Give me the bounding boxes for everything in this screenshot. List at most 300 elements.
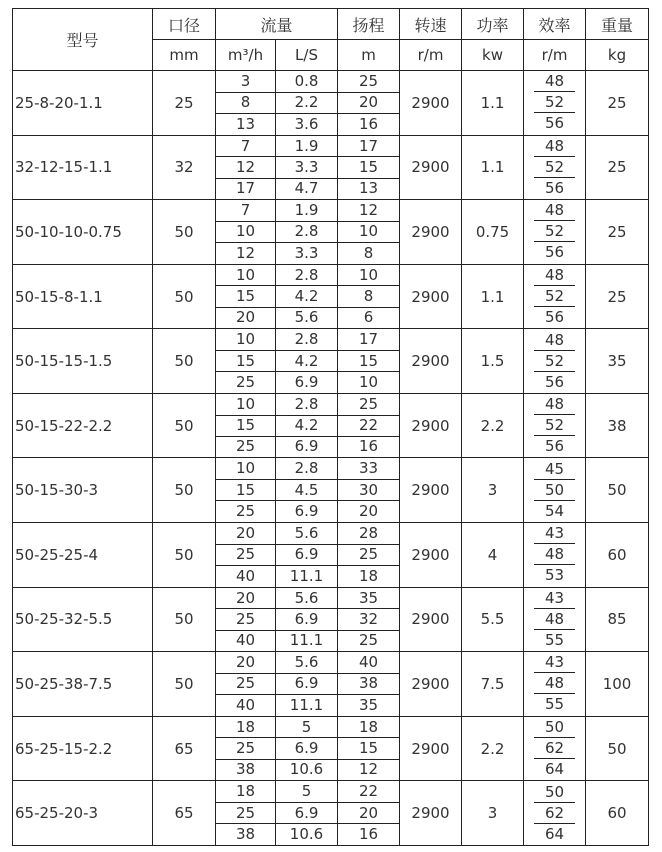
efficiency-value: 55 [544,630,565,649]
flow-ls-value: 6.9 [276,500,337,521]
flow-ls-stack [276,71,337,134]
head-value: 10 [358,265,379,284]
power-cell: 2.2 [462,716,524,781]
table-body [13,71,649,846]
inlet-cell: 65 [153,716,216,781]
flow-ls-cell [276,264,338,329]
flow-ls-stack [276,652,337,715]
weight-cell: 50 [586,458,649,523]
efficiency-value: 43 [524,652,585,673]
flow-m3h-value: 15 [216,415,275,436]
flow-ls-value: 2.8 [294,394,319,413]
flow-ls-cell [276,200,338,265]
efficiency-cell [524,329,586,394]
flow-m3h-value: 7 [240,136,251,155]
flow-m3h-cell [216,523,276,588]
power-cell: 7.5 [462,652,524,717]
flow-ls-value: 4.2 [276,350,337,371]
flow-ls-value: 10.6 [276,823,337,844]
model-cell: 65-25-15-2.2 [13,716,153,781]
flow-ls-value: 2.2 [276,92,337,113]
efficiency-cell [524,652,586,717]
flow-ls-cell [276,781,338,846]
flow-m3h-cell [216,264,276,329]
header-model: 型号 [13,9,153,71]
head-value: 22 [338,415,399,436]
flow-m3h-stack [216,782,275,845]
head-cell [338,587,400,652]
flow-m3h-value: 10 [235,265,256,284]
table-row [13,71,649,136]
flow-ls-value: 6.9 [276,371,337,392]
weight-cell: 50 [586,716,649,781]
head-stack [338,717,399,780]
head-stack [338,588,399,651]
flow-ls-value: 4.2 [276,415,337,436]
model-cell: 50-15-30-3 [13,458,153,523]
efficiency-cell [524,587,586,652]
efficiency-stack [524,523,585,586]
speed-cell: 2900 [400,71,462,136]
head-value: 18 [338,565,399,586]
flow-m3h-cell [216,587,276,652]
model-cell: 50-15-8-1.1 [13,264,153,329]
flow-m3h-value: 40 [216,630,275,651]
flow-m3h-stack [216,652,275,715]
flow-ls-value: 5.6 [294,523,319,542]
weight-cell: 25 [586,135,649,200]
flow-m3h-value: 10 [216,221,275,242]
head-stack [338,71,399,134]
speed-cell: 2900 [400,523,462,588]
efficiency-stack [524,265,585,328]
model-cell: 32-12-15-1.1 [13,135,153,200]
head-value: 8 [338,242,399,263]
power-cell: 1.5 [462,329,524,394]
flow-ls-stack [276,782,337,845]
power-cell: 0.75 [462,200,524,265]
head-cell [338,200,400,265]
efficiency-stack [524,782,585,845]
head-value: 25 [338,544,399,565]
flow-ls-stack [276,523,337,586]
flow-ls-cell [276,329,338,394]
head-value: 10 [338,371,399,392]
flow-m3h-value: 25 [216,737,275,758]
flow-ls-value: 6.9 [276,544,337,565]
head-value: 10 [338,221,399,242]
flow-m3h-cell [216,781,276,846]
power-cell: 5.5 [462,587,524,652]
head-value: 16 [338,823,399,844]
flow-m3h-value: 10 [235,330,256,349]
model-cell: 50-25-32-5.5 [13,587,153,652]
unit-flow-ls: L/S [276,40,338,71]
efficiency-stack [524,136,585,199]
flow-m3h-stack [216,330,275,393]
flow-ls-cell [276,135,338,200]
inlet-cell: 50 [153,264,216,329]
head-value: 16 [338,113,399,134]
flow-ls-value: 10.6 [276,759,337,780]
unit-weight: kg [586,40,649,71]
speed-cell: 2900 [400,458,462,523]
efficiency-value: 56 [544,437,565,456]
table-header [13,9,649,71]
flow-m3h-value: 25 [216,802,275,823]
flow-m3h-cell [216,200,276,265]
speed-cell: 2900 [400,200,462,265]
flow-ls-stack [276,588,337,651]
efficiency-value: 48 [524,136,585,157]
efficiency-cell [524,716,586,781]
weight-cell: 85 [586,587,649,652]
header-power: 功率 [462,9,524,40]
head-value: 15 [338,156,399,177]
flow-ls-stack [276,200,337,263]
flow-ls-value: 2.8 [294,330,319,349]
weight-cell: 25 [586,71,649,136]
flow-m3h-value: 10 [235,459,256,478]
efficiency-value: 48 [524,71,585,92]
efficiency-value: 48 [524,394,585,415]
flow-m3h-value: 12 [216,242,275,263]
head-cell [338,716,400,781]
model-cell: 65-25-20-3 [13,781,153,846]
speed-cell: 2900 [400,652,462,717]
flow-ls-value: 2.8 [294,265,319,284]
inlet-cell: 50 [153,200,216,265]
flow-ls-stack [276,265,337,328]
flow-ls-value: 1.9 [294,201,319,220]
head-value: 38 [338,673,399,694]
flow-m3h-cell [216,716,276,781]
flow-ls-value: 11.1 [276,565,337,586]
table-row [13,329,649,394]
flow-m3h-value: 18 [235,717,256,736]
efficiency-value: 56 [544,114,565,133]
head-stack [338,265,399,328]
head-stack [338,523,399,586]
head-value: 30 [338,479,399,500]
flow-ls-value: 5.6 [294,588,319,607]
power-cell: 1.1 [462,135,524,200]
efficiency-value: 62 [524,738,585,759]
table-row [13,200,649,265]
efficiency-value: 48 [524,544,585,565]
model-cell: 25-8-20-1.1 [13,71,153,136]
efficiency-value: 55 [544,695,565,714]
header-flow: 流量 [216,9,338,40]
efficiency-value: 54 [544,501,565,520]
efficiency-value: 52 [524,415,585,436]
table-row [13,264,649,329]
model-cell: 50-15-22-2.2 [13,393,153,458]
speed-cell: 2900 [400,587,462,652]
efficiency-value: 64 [544,760,565,779]
flow-m3h-value: 10 [235,394,256,413]
head-value: 20 [338,92,399,113]
flow-ls-value: 4.2 [276,285,337,306]
head-value: 35 [358,588,379,607]
weight-cell: 35 [586,329,649,394]
table-row [13,587,649,652]
flow-ls-stack [276,394,337,457]
flow-m3h-stack [216,717,275,780]
flow-ls-value: 5 [301,717,312,736]
unit-power: kw [462,40,524,71]
flow-ls-value: 11.1 [276,630,337,651]
flow-m3h-value: 25 [216,371,275,392]
flow-ls-value: 3.3 [276,156,337,177]
efficiency-stack [524,394,585,457]
head-value: 33 [358,459,379,478]
pump-spec-table [12,8,649,846]
flow-ls-value: 6.9 [276,436,337,457]
flow-m3h-value: 20 [235,523,256,542]
flow-ls-cell [276,71,338,136]
speed-cell: 2900 [400,781,462,846]
efficiency-value: 43 [524,588,585,609]
head-value: 18 [358,717,379,736]
efficiency-cell [524,393,586,458]
head-cell [338,652,400,717]
head-cell [338,393,400,458]
table-row [13,716,649,781]
flow-ls-stack [276,136,337,199]
efficiency-stack [524,71,585,134]
speed-cell: 2900 [400,393,462,458]
flow-m3h-stack [216,523,275,586]
head-value: 8 [338,285,399,306]
head-stack [338,136,399,199]
flow-ls-value: 5 [301,782,312,801]
inlet-cell: 25 [153,71,216,136]
efficiency-value: 64 [544,824,565,843]
header-head: 扬程 [338,9,400,40]
flow-m3h-value: 18 [235,782,256,801]
efficiency-value: 48 [524,200,585,221]
flow-m3h-cell [216,652,276,717]
unit-efficiency: r/m [524,40,586,71]
flow-ls-stack [276,717,337,780]
flow-m3h-stack [216,71,275,134]
flow-ls-stack [276,459,337,522]
head-value: 17 [358,136,379,155]
flow-m3h-value: 25 [216,500,275,521]
efficiency-value: 50 [524,480,585,501]
head-value: 13 [338,178,399,199]
flow-m3h-stack [216,136,275,199]
table-row [13,523,649,588]
head-cell [338,329,400,394]
efficiency-value: 48 [524,330,585,351]
flow-m3h-value: 25 [216,436,275,457]
flow-ls-value: 6.9 [276,673,337,694]
flow-m3h-cell [216,329,276,394]
header-weight: 重量 [586,9,649,40]
speed-cell: 2900 [400,135,462,200]
head-stack [338,652,399,715]
table-row [13,781,649,846]
speed-cell: 2900 [400,264,462,329]
head-value: 16 [338,436,399,457]
efficiency-value: 52 [524,286,585,307]
flow-m3h-value: 17 [216,178,275,199]
efficiency-value: 50 [524,782,585,803]
flow-m3h-value: 7 [240,201,251,220]
flow-ls-value: 5.6 [294,653,319,672]
efficiency-value: 48 [524,609,585,630]
header-inlet: 口径 [153,9,216,40]
efficiency-cell [524,458,586,523]
efficiency-value: 56 [544,178,565,197]
power-cell: 1.1 [462,264,524,329]
model-cell: 50-25-38-7.5 [13,652,153,717]
flow-ls-cell [276,652,338,717]
efficiency-value: 56 [544,243,565,262]
efficiency-value: 48 [524,265,585,286]
flow-ls-value: 6.9 [276,608,337,629]
efficiency-stack [524,459,585,522]
flow-m3h-value: 40 [216,565,275,586]
weight-cell: 25 [586,264,649,329]
table-row [13,652,649,717]
flow-m3h-stack [216,200,275,263]
head-stack [338,782,399,845]
efficiency-value: 50 [524,717,585,738]
unit-flow-m3h: m³/h [216,40,276,71]
table-row [13,458,649,523]
flow-m3h-value: 20 [235,588,256,607]
power-cell: 1.1 [462,71,524,136]
inlet-cell: 50 [153,329,216,394]
flow-ls-cell [276,393,338,458]
flow-m3h-value: 20 [235,653,256,672]
flow-m3h-value: 8 [216,92,275,113]
head-value: 32 [338,608,399,629]
head-value: 15 [338,737,399,758]
flow-m3h-stack [216,265,275,328]
head-value: 17 [358,330,379,349]
flow-m3h-value: 25 [216,544,275,565]
head-value: 12 [358,201,379,220]
efficiency-cell [524,200,586,265]
flow-ls-cell [276,716,338,781]
efficiency-stack [524,200,585,263]
head-value: 20 [338,802,399,823]
flow-m3h-value: 25 [216,673,275,694]
flow-ls-value: 2.8 [294,459,319,478]
efficiency-stack [524,330,585,393]
efficiency-value: 56 [544,372,565,391]
efficiency-value: 56 [544,308,565,327]
head-cell [338,264,400,329]
inlet-cell: 50 [153,458,216,523]
flow-m3h-value: 3 [240,71,251,90]
flow-m3h-stack [216,459,275,522]
head-cell [338,458,400,523]
head-value: 25 [338,630,399,651]
flow-m3h-cell [216,135,276,200]
head-stack [338,459,399,522]
head-cell [338,71,400,136]
weight-cell: 100 [586,652,649,717]
head-value: 25 [358,394,379,413]
head-value: 20 [338,500,399,521]
head-stack [338,394,399,457]
flow-ls-value: 3.6 [276,113,337,134]
flow-ls-value: 4.7 [276,178,337,199]
efficiency-value: 52 [524,157,585,178]
flow-ls-value: 0.8 [294,71,319,90]
flow-m3h-value: 12 [216,156,275,177]
flow-m3h-value: 13 [216,113,275,134]
flow-ls-cell [276,458,338,523]
flow-ls-cell [276,523,338,588]
weight-cell: 60 [586,781,649,846]
power-cell: 3 [462,781,524,846]
inlet-cell: 32 [153,135,216,200]
model-cell: 50-15-15-1.5 [13,329,153,394]
efficiency-value: 45 [524,459,585,480]
flow-ls-value: 11.1 [276,694,337,715]
efficiency-stack [524,717,585,780]
inlet-cell: 65 [153,781,216,846]
flow-m3h-value: 15 [216,350,275,371]
model-cell: 50-25-25-4 [13,523,153,588]
inlet-cell: 50 [153,523,216,588]
flow-m3h-value: 38 [216,823,275,844]
head-value: 22 [358,782,379,801]
head-value: 25 [358,71,379,90]
table-row [13,135,649,200]
flow-m3h-value: 20 [216,307,275,328]
flow-ls-value: 4.5 [276,479,337,500]
efficiency-value: 48 [524,673,585,694]
flow-m3h-cell [216,458,276,523]
flow-ls-stack [276,330,337,393]
weight-cell: 25 [586,200,649,265]
flow-m3h-value: 40 [216,694,275,715]
inlet-cell: 50 [153,393,216,458]
flow-m3h-value: 15 [216,479,275,500]
weight-cell: 60 [586,523,649,588]
head-value: 15 [338,350,399,371]
flow-ls-value: 3.3 [276,242,337,263]
flow-ls-cell [276,587,338,652]
head-stack [338,200,399,263]
unit-speed: r/m [400,40,462,71]
flow-ls-value: 6.9 [276,737,337,758]
head-value: 35 [338,694,399,715]
flow-m3h-stack [216,588,275,651]
power-cell: 3 [462,458,524,523]
efficiency-value: 62 [524,803,585,824]
inlet-cell: 50 [153,652,216,717]
unit-head: m [338,40,400,71]
efficiency-cell [524,523,586,588]
efficiency-cell [524,781,586,846]
flow-ls-value: 2.8 [276,221,337,242]
head-value: 12 [338,759,399,780]
weight-cell: 38 [586,393,649,458]
efficiency-cell [524,71,586,136]
power-cell: 2.2 [462,393,524,458]
header-speed: 转速 [400,9,462,40]
flow-m3h-cell [216,393,276,458]
flow-ls-value: 5.6 [276,307,337,328]
